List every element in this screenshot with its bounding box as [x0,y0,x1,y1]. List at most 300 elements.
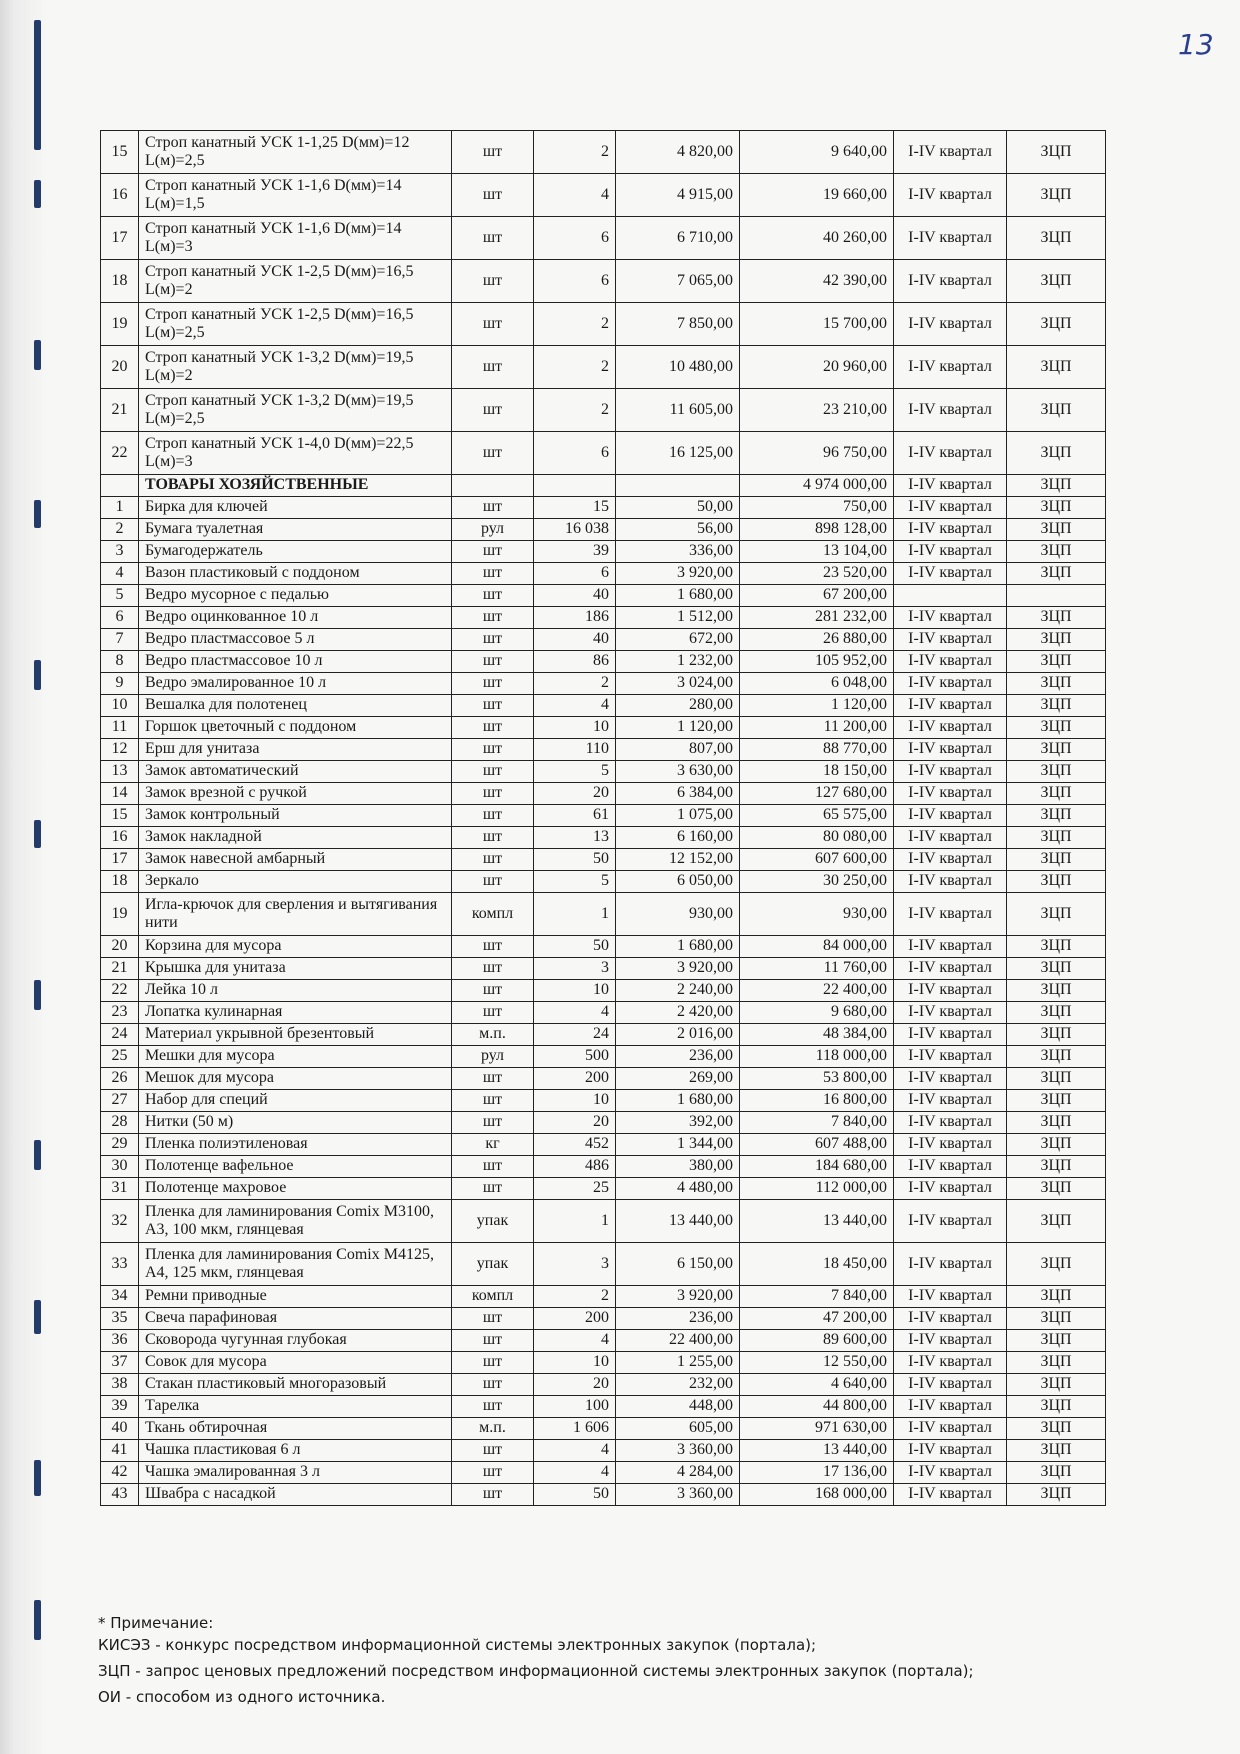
item-name-cell: Совок для мусора [139,1352,452,1374]
period-cell: I-IV квартал [894,827,1007,849]
total-sum-cell: 281 232,00 [740,607,894,629]
unit-price-cell: 1 255,00 [616,1352,740,1374]
table-row [101,1462,1106,1484]
note-line-kisez: КИСЭЗ - конкурс посредством информационной системы электронных закупок (портала); [98,1636,817,1654]
procurement-method-cell: ЗЦП [1007,1396,1106,1418]
row-number-cell: 21 [101,389,139,432]
item-name-cell: Чашка эмалированная 3 л [139,1462,452,1484]
item-name-cell: Строп канатный УСК 1-2,5 D(мм)=16,5 L(м)=2,5 [139,303,452,346]
unit-price-cell: 6 710,00 [616,217,740,260]
quantity-cell: 186 [534,607,616,629]
period-cell: I-IV квартал [894,783,1007,805]
procurement-method-cell: ЗЦП [1007,260,1106,303]
period-cell: I-IV квартал [894,1286,1007,1308]
row-number-cell: 25 [101,1046,139,1068]
procurement-method-cell: ЗЦП [1007,1046,1106,1068]
unit-cell: шт [452,1178,534,1200]
unit-cell: шт [452,695,534,717]
table-row [101,1178,1106,1200]
quantity-cell: 16 038 [534,519,616,541]
item-name-cell: Полотенце вафельное [139,1156,452,1178]
table-row [101,1243,1106,1286]
unit-price-cell: 56,00 [616,519,740,541]
row-number-cell: 13 [101,761,139,783]
period-cell: I-IV квартал [894,958,1007,980]
table-row [101,389,1106,432]
row-number-cell: 40 [101,1418,139,1440]
period-cell: I-IV квартал [894,497,1007,519]
quantity-cell: 2 [534,303,616,346]
procurement-method-cell: ЗЦП [1007,1418,1106,1440]
row-number-cell [101,475,139,497]
period-cell: I-IV квартал [894,1418,1007,1440]
row-number-cell: 18 [101,260,139,303]
binder-ring [34,1300,41,1334]
total-sum-cell: 13 104,00 [740,541,894,563]
items-table-body [101,131,1106,1506]
unit-price-cell: 3 360,00 [616,1440,740,1462]
row-number-cell: 33 [101,1243,139,1286]
period-cell: I-IV квартал [894,761,1007,783]
quantity-cell: 25 [534,1178,616,1200]
unit-price-cell [616,475,740,497]
row-number-cell: 22 [101,432,139,475]
row-number-cell: 19 [101,303,139,346]
binder-ring [34,340,41,370]
table-row [101,958,1106,980]
unit-price-cell: 807,00 [616,739,740,761]
unit-cell: шт [452,1330,534,1352]
item-name-cell: Замок автоматический [139,761,452,783]
quantity-cell [534,475,616,497]
period-cell: I-IV квартал [894,1440,1007,1462]
item-name-cell: Строп канатный УСК 1-3,2 D(мм)=19,5 L(м)=2,5 [139,389,452,432]
procurement-method-cell: ЗЦП [1007,1352,1106,1374]
quantity-cell: 1 [534,893,616,936]
procurement-method-cell: ЗЦП [1007,827,1106,849]
row-number-cell: 2 [101,519,139,541]
unit-price-cell: 4 284,00 [616,1462,740,1484]
period-cell: I-IV квартал [894,1046,1007,1068]
unit-price-cell: 2 016,00 [616,1024,740,1046]
table-row [101,717,1106,739]
quantity-cell: 40 [534,629,616,651]
total-sum-cell: 67 200,00 [740,585,894,607]
period-cell: I-IV квартал [894,1090,1007,1112]
row-number-cell: 3 [101,541,139,563]
table-row [101,1200,1106,1243]
notes-heading: * Примечание: [98,1614,214,1632]
quantity-cell: 50 [534,849,616,871]
total-sum-cell: 184 680,00 [740,1156,894,1178]
table-row [101,1068,1106,1090]
item-name-cell: Ведро пластмассовое 5 л [139,629,452,651]
period-cell: I-IV квартал [894,260,1007,303]
unit-cell: шт [452,607,534,629]
total-sum-cell: 9 680,00 [740,1002,894,1024]
period-cell: I-IV квартал [894,1484,1007,1506]
total-sum-cell: 80 080,00 [740,827,894,849]
table-row [101,827,1106,849]
row-number-cell: 21 [101,958,139,980]
table-row [101,1440,1106,1462]
total-sum-cell: 22 400,00 [740,980,894,1002]
item-name-cell: Тарелка [139,1396,452,1418]
total-sum-cell: 20 960,00 [740,346,894,389]
item-name-cell: Бирка для ключей [139,497,452,519]
period-cell: I-IV квартал [894,131,1007,174]
total-sum-cell: 6 048,00 [740,673,894,695]
item-name-cell: ТОВАРЫ ХОЗЯЙСТВЕННЫЕ [139,475,452,497]
period-cell: I-IV квартал [894,346,1007,389]
procurement-method-cell: ЗЦП [1007,673,1106,695]
row-number-cell: 42 [101,1462,139,1484]
procurement-method-cell: ЗЦП [1007,1484,1106,1506]
row-number-cell: 6 [101,607,139,629]
quantity-cell: 486 [534,1156,616,1178]
binder-ring [34,980,41,1010]
unit-price-cell: 1 680,00 [616,1090,740,1112]
row-number-cell: 12 [101,739,139,761]
procurement-method-cell: ЗЦП [1007,695,1106,717]
row-number-cell: 15 [101,131,139,174]
period-cell: I-IV квартал [894,541,1007,563]
table-row [101,936,1106,958]
quantity-cell: 3 [534,1243,616,1286]
table-row [101,871,1106,893]
item-name-cell: Вешалка для полотенец [139,695,452,717]
item-name-cell: Пленка полиэтиленовая [139,1134,452,1156]
row-number-cell: 5 [101,585,139,607]
unit-cell: шт [452,651,534,673]
quantity-cell: 500 [534,1046,616,1068]
unit-price-cell: 3 920,00 [616,958,740,980]
total-sum-cell: 15 700,00 [740,303,894,346]
unit-cell: шт [452,1462,534,1484]
item-name-cell: Пленка для ламинирования Comix M3100, A3, 100 мкм, глянцевая [139,1200,452,1243]
row-number-cell: 31 [101,1178,139,1200]
procurement-method-cell: ЗЦП [1007,1200,1106,1243]
unit-price-cell: 1 075,00 [616,805,740,827]
table-row [101,1134,1106,1156]
item-name-cell: Замок врезной с ручкой [139,783,452,805]
unit-cell: шт [452,1156,534,1178]
unit-cell: шт [452,827,534,849]
unit-cell: кг [452,1134,534,1156]
row-number-cell: 43 [101,1484,139,1506]
total-sum-cell: 9 640,00 [740,131,894,174]
item-name-cell: Горшок цветочный с поддоном [139,717,452,739]
procurement-method-cell: ЗЦП [1007,541,1106,563]
row-number-cell: 16 [101,827,139,849]
period-cell: I-IV квартал [894,629,1007,651]
procurement-method-cell: ЗЦП [1007,131,1106,174]
procurement-method-cell: ЗЦП [1007,1068,1106,1090]
table-row [101,1352,1106,1374]
row-number-cell: 30 [101,1156,139,1178]
table-row [101,893,1106,936]
item-name-cell: Лопатка кулинарная [139,1002,452,1024]
table-row [101,1046,1106,1068]
quantity-cell: 4 [534,1330,616,1352]
quantity-cell: 2 [534,346,616,389]
total-sum-cell: 19 660,00 [740,174,894,217]
item-name-cell: Замок накладной [139,827,452,849]
item-name-cell: Ведро оцинкованное 10 л [139,607,452,629]
unit-price-cell: 6 160,00 [616,827,740,849]
unit-price-cell: 3 024,00 [616,673,740,695]
item-name-cell: Вазон пластиковый с поддоном [139,563,452,585]
item-name-cell: Замок навесной амбарный [139,849,452,871]
unit-cell: м.п. [452,1024,534,1046]
total-sum-cell: 44 800,00 [740,1396,894,1418]
unit-price-cell: 4 820,00 [616,131,740,174]
table-row [101,1484,1106,1506]
table-row [101,1090,1106,1112]
unit-price-cell: 1 512,00 [616,607,740,629]
unit-cell: шт [452,303,534,346]
row-number-cell: 27 [101,1090,139,1112]
item-name-cell: Чашка пластиковая 6 л [139,1440,452,1462]
unit-price-cell: 1 680,00 [616,585,740,607]
unit-cell: шт [452,389,534,432]
quantity-cell: 20 [534,1112,616,1134]
unit-price-cell: 3 920,00 [616,563,740,585]
row-number-cell: 20 [101,936,139,958]
unit-price-cell: 1 344,00 [616,1134,740,1156]
quantity-cell: 10 [534,717,616,739]
table-row [101,174,1106,217]
unit-price-cell: 236,00 [616,1046,740,1068]
unit-cell: компл [452,1286,534,1308]
table-row [101,1374,1106,1396]
total-sum-cell: 13 440,00 [740,1440,894,1462]
procurement-method-cell: ЗЦП [1007,871,1106,893]
period-cell: I-IV квартал [894,174,1007,217]
binder-ring [34,1460,41,1496]
total-sum-cell: 65 575,00 [740,805,894,827]
total-sum-cell: 23 520,00 [740,563,894,585]
row-number-cell: 10 [101,695,139,717]
procurement-method-cell: ЗЦП [1007,761,1106,783]
period-cell: I-IV квартал [894,475,1007,497]
quantity-cell: 1 [534,1200,616,1243]
table-row [101,1396,1106,1418]
quantity-cell: 2 [534,389,616,432]
item-name-cell: Строп канатный УСК 1-1,25 D(мм)=12 L(м)=2,5 [139,131,452,174]
period-cell: I-IV квартал [894,1002,1007,1024]
quantity-cell: 6 [534,432,616,475]
quantity-cell: 6 [534,260,616,303]
quantity-cell: 4 [534,1440,616,1462]
period-cell: I-IV квартал [894,695,1007,717]
item-name-cell: Корзина для мусора [139,936,452,958]
procurement-method-cell: ЗЦП [1007,1462,1106,1484]
total-sum-cell: 7 840,00 [740,1112,894,1134]
unit-cell: шт [452,497,534,519]
table-row [101,783,1106,805]
unit-price-cell: 930,00 [616,893,740,936]
item-name-cell: Ерш для унитаза [139,739,452,761]
period-cell: I-IV квартал [894,389,1007,432]
unit-cell: шт [452,1396,534,1418]
total-sum-cell: 607 488,00 [740,1134,894,1156]
unit-cell: шт [452,1308,534,1330]
item-name-cell: Пленка для ламинирования Comix M4125, A4, 125 мкм, глянцевая [139,1243,452,1286]
unit-price-cell: 6 150,00 [616,1243,740,1286]
procurement-method-cell: ЗЦП [1007,1002,1106,1024]
total-sum-cell: 18 150,00 [740,761,894,783]
total-sum-cell: 118 000,00 [740,1046,894,1068]
procurement-method-cell: ЗЦП [1007,1112,1106,1134]
total-sum-cell: 26 880,00 [740,629,894,651]
item-name-cell: Полотенце махровое [139,1178,452,1200]
quantity-cell: 24 [534,1024,616,1046]
quantity-cell: 5 [534,871,616,893]
unit-cell: упак [452,1200,534,1243]
unit-price-cell: 2 240,00 [616,980,740,1002]
item-name-cell: Строп канатный УСК 1-4,0 D(мм)=22,5 L(м)=3 [139,432,452,475]
unit-cell: шт [452,761,534,783]
procurement-method-cell: ЗЦП [1007,1156,1106,1178]
period-cell: I-IV квартал [894,1330,1007,1352]
period-cell: I-IV квартал [894,519,1007,541]
total-sum-cell: 12 550,00 [740,1352,894,1374]
unit-cell: шт [452,673,534,695]
unit-price-cell: 7 850,00 [616,303,740,346]
unit-cell: компл [452,893,534,936]
unit-cell: шт [452,849,534,871]
binder-ring [34,20,41,150]
table-row [101,519,1106,541]
row-number-cell: 4 [101,563,139,585]
row-number-cell: 23 [101,1002,139,1024]
procurement-method-cell: ЗЦП [1007,346,1106,389]
quantity-cell: 13 [534,827,616,849]
item-name-cell: Строп канатный УСК 1-3,2 D(мм)=19,5 L(м)=2 [139,346,452,389]
unit-cell: шт [452,217,534,260]
table-row [101,761,1106,783]
unit-price-cell: 392,00 [616,1112,740,1134]
procurement-method-cell: ЗЦП [1007,1440,1106,1462]
quantity-cell: 4 [534,695,616,717]
row-number-cell: 20 [101,346,139,389]
unit-price-cell: 4 480,00 [616,1178,740,1200]
unit-price-cell: 1 120,00 [616,717,740,739]
period-cell: I-IV квартал [894,1134,1007,1156]
unit-price-cell: 448,00 [616,1396,740,1418]
row-number-cell: 36 [101,1330,139,1352]
unit-cell: шт [452,585,534,607]
quantity-cell: 200 [534,1068,616,1090]
item-name-cell: Строп канатный УСК 1-1,6 D(мм)=14 L(м)=3 [139,217,452,260]
unit-cell: шт [452,346,534,389]
row-number-cell: 7 [101,629,139,651]
total-sum-cell: 18 450,00 [740,1243,894,1286]
table-row [101,1418,1106,1440]
item-name-cell: Строп канатный УСК 1-2,5 D(мм)=16,5 L(м)=2 [139,260,452,303]
quantity-cell: 39 [534,541,616,563]
unit-price-cell: 6 050,00 [616,871,740,893]
item-name-cell: Нитки (50 м) [139,1112,452,1134]
quantity-cell: 6 [534,563,616,585]
table-row [101,497,1106,519]
unit-cell: м.п. [452,1418,534,1440]
row-number-cell: 1 [101,497,139,519]
period-cell: I-IV квартал [894,805,1007,827]
row-number-cell: 19 [101,893,139,936]
row-number-cell: 17 [101,217,139,260]
procurement-method-cell: ЗЦП [1007,217,1106,260]
quantity-cell: 3 [534,958,616,980]
table-row [101,805,1106,827]
procurement-method-cell: ЗЦП [1007,1134,1106,1156]
table-row [101,739,1106,761]
total-sum-cell: 1 120,00 [740,695,894,717]
total-sum-cell: 88 770,00 [740,739,894,761]
procurement-method-cell: ЗЦП [1007,805,1106,827]
unit-cell: шт [452,1068,534,1090]
period-cell: I-IV квартал [894,673,1007,695]
quantity-cell: 20 [534,1374,616,1396]
total-sum-cell: 750,00 [740,497,894,519]
procurement-method-cell: ЗЦП [1007,958,1106,980]
table-row [101,432,1106,475]
table-row [101,1330,1106,1352]
unit-price-cell: 336,00 [616,541,740,563]
period-cell: I-IV квартал [894,849,1007,871]
quantity-cell: 10 [534,1090,616,1112]
table-row [101,1308,1106,1330]
total-sum-cell: 53 800,00 [740,1068,894,1090]
table-row [101,563,1106,585]
procurement-method-cell: ЗЦП [1007,651,1106,673]
unit-cell: шт [452,1484,534,1506]
quantity-cell: 40 [534,585,616,607]
procurement-method-cell: ЗЦП [1007,1243,1106,1286]
binder-edge [0,0,48,1754]
item-name-cell: Сковорода чугунная глубокая [139,1330,452,1352]
procurement-method-cell: ЗЦП [1007,607,1106,629]
row-number-cell: 16 [101,174,139,217]
table-row [101,629,1106,651]
binder-ring [34,500,41,528]
period-cell: I-IV квартал [894,936,1007,958]
procurement-method-cell: ЗЦП [1007,389,1106,432]
unit-price-cell: 672,00 [616,629,740,651]
period-cell [894,585,1007,607]
item-name-cell: Зеркало [139,871,452,893]
procurement-method-cell: ЗЦП [1007,432,1106,475]
item-name-cell: Ведро эмалированное 10 л [139,673,452,695]
total-sum-cell: 607 600,00 [740,849,894,871]
period-cell: I-IV квартал [894,1112,1007,1134]
procurement-method-cell: ЗЦП [1007,1286,1106,1308]
procurement-method-cell: ЗЦП [1007,629,1106,651]
row-number-cell: 11 [101,717,139,739]
unit-price-cell: 3 360,00 [616,1484,740,1506]
quantity-cell: 2 [534,673,616,695]
period-cell: I-IV квартал [894,651,1007,673]
procurement-method-cell: ЗЦП [1007,980,1106,1002]
period-cell: I-IV квартал [894,980,1007,1002]
total-sum-cell: 7 840,00 [740,1286,894,1308]
binder-ring [34,660,41,690]
period-cell: I-IV квартал [894,1462,1007,1484]
row-number-cell: 9 [101,673,139,695]
unit-price-cell: 11 605,00 [616,389,740,432]
period-cell: I-IV квартал [894,871,1007,893]
